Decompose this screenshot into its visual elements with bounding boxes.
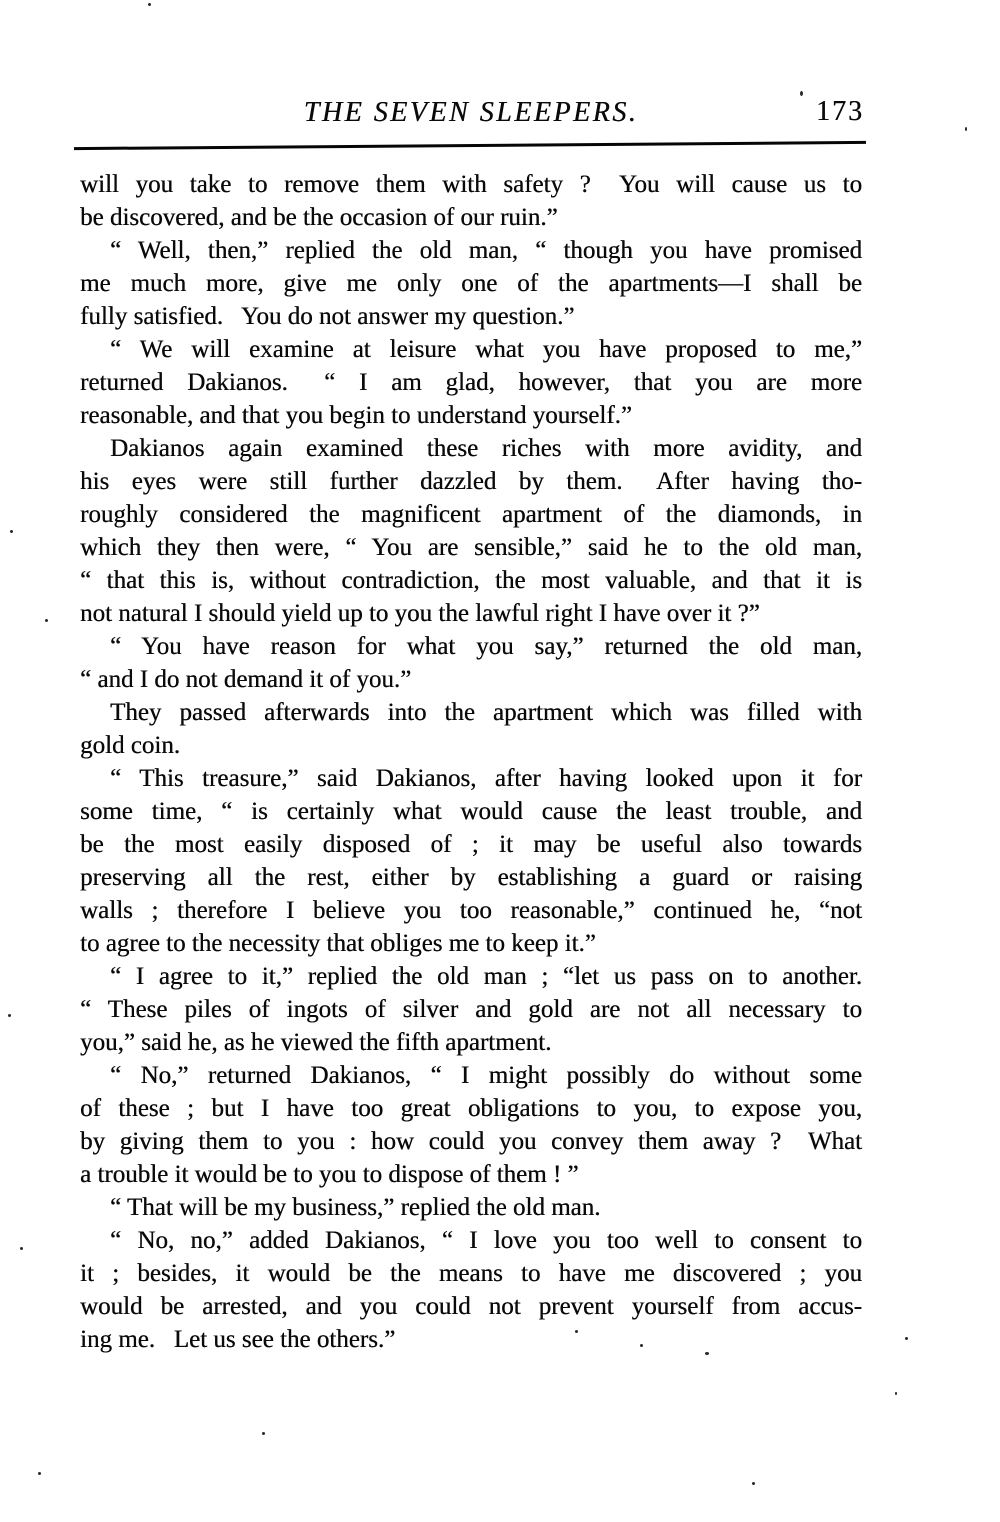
text-line: his eyes were still further dazzled by them. After having tho-	[80, 468, 862, 495]
text-line: it ; besides, it would be the means to have me discovered ; you	[80, 1260, 862, 1287]
text-line: “ that this is, without contradiction, the most valuable, and that it is	[80, 567, 862, 594]
text-line: ing me. Let us see the others.”	[80, 1326, 396, 1353]
text-line: “ I agree to it,” replied the old man ; “let us pass on to another.	[110, 963, 862, 990]
text-line: will you take to remove them with safety ? You will cause us to	[80, 171, 862, 198]
page-number: 173	[816, 96, 864, 127]
scan-speck	[10, 530, 13, 533]
scan-speck	[262, 1432, 265, 1435]
scan-speck	[895, 1392, 897, 1395]
scan-speck	[20, 1247, 23, 1250]
text-line: you,” said he, as he viewed the fifth apartment.	[80, 1029, 552, 1056]
text-line: “ These piles of ingots of silver and gold are not all necessary to	[80, 996, 862, 1023]
running-header	[80, 98, 862, 130]
scan-speck	[905, 1337, 908, 1340]
text-line: “ No,” returned Dakianos, “ I might possibly do without some	[110, 1062, 862, 1089]
text-line: reasonable, and that you begin to understand yourself.”	[80, 402, 632, 429]
text-block	[80, 98, 862, 1356]
text-line: fully satisfied. You do not answer my question.”	[80, 303, 575, 330]
text-line: They passed afterwards into the apartment which was filled with	[110, 699, 862, 726]
text-line: be the most easily disposed of ; it may be useful also towards	[80, 831, 862, 858]
text-line: returned Dakianos. “ I am glad, however, that you are more	[80, 369, 862, 396]
text-line: me much more, give me only one of the apartments—I shall be	[80, 270, 862, 297]
text-line: “ You have reason for what you say,” returned the old man,	[110, 633, 862, 660]
scan-speck	[575, 1330, 578, 1333]
header-rule	[74, 141, 866, 150]
text-line: preserving all the rest, either by establishing a guard or raising	[80, 864, 862, 891]
text-line: by giving them to you : how could you convey them away ? What	[80, 1128, 862, 1155]
scan-speck	[965, 127, 967, 131]
text-line: not natural I should yield up to you the lawful right I have over it ?”	[80, 600, 760, 627]
text-line: “ We will examine at leisure what you have proposed to me,”	[110, 336, 862, 363]
text-line: a trouble it would be to you to dispose of them ! ”	[80, 1161, 579, 1188]
page-body	[80, 168, 862, 1356]
text-line: Dakianos again examined these riches with more avidity, and	[110, 435, 862, 462]
scan-speck	[640, 1344, 643, 1347]
scan-speck	[8, 1014, 11, 1017]
scan-speck	[705, 1352, 709, 1355]
scan-speck	[148, 3, 151, 6]
scan-speck	[800, 91, 803, 96]
text-line: “ That will be my business,” replied the old man.	[110, 1194, 601, 1221]
text-line: “ and I do not demand it of you.”	[80, 666, 412, 693]
text-line: of these ; but I have too great obligations to you, to expose you,	[80, 1095, 862, 1122]
scan-speck	[45, 619, 48, 622]
text-line: roughly considered the magnificent apartment of the diamonds, in	[80, 501, 862, 528]
text-line: which they then were, “ You are sensible,” said he to the old man,	[80, 534, 862, 561]
running-header-title: THE SEVEN SLEEPERS.	[303, 97, 639, 128]
text-line: some time, “ is certainly what would cause the least trouble, and	[80, 798, 862, 825]
text-line: walls ; therefore I believe you too reasonable,” continued he, “not	[80, 897, 862, 924]
scan-speck	[752, 1482, 755, 1485]
text-line: “ Well, then,” replied the old man, “ though you have promised	[110, 237, 862, 264]
text-line: to agree to the necessity that obliges me to keep it.”	[80, 930, 596, 957]
text-line: “ No, no,” added Dakianos, “ I love you too well to consent to	[110, 1227, 862, 1254]
text-line: be discovered, and be the occasion of our ruin.”	[80, 204, 558, 231]
scan-speck	[38, 1472, 41, 1475]
text-line: “ This treasure,” said Dakianos, after having looked upon it for	[110, 765, 862, 792]
text-line: gold coin.	[80, 732, 180, 759]
text-line: would be arrested, and you could not prevent yourself from accus-	[80, 1293, 862, 1320]
